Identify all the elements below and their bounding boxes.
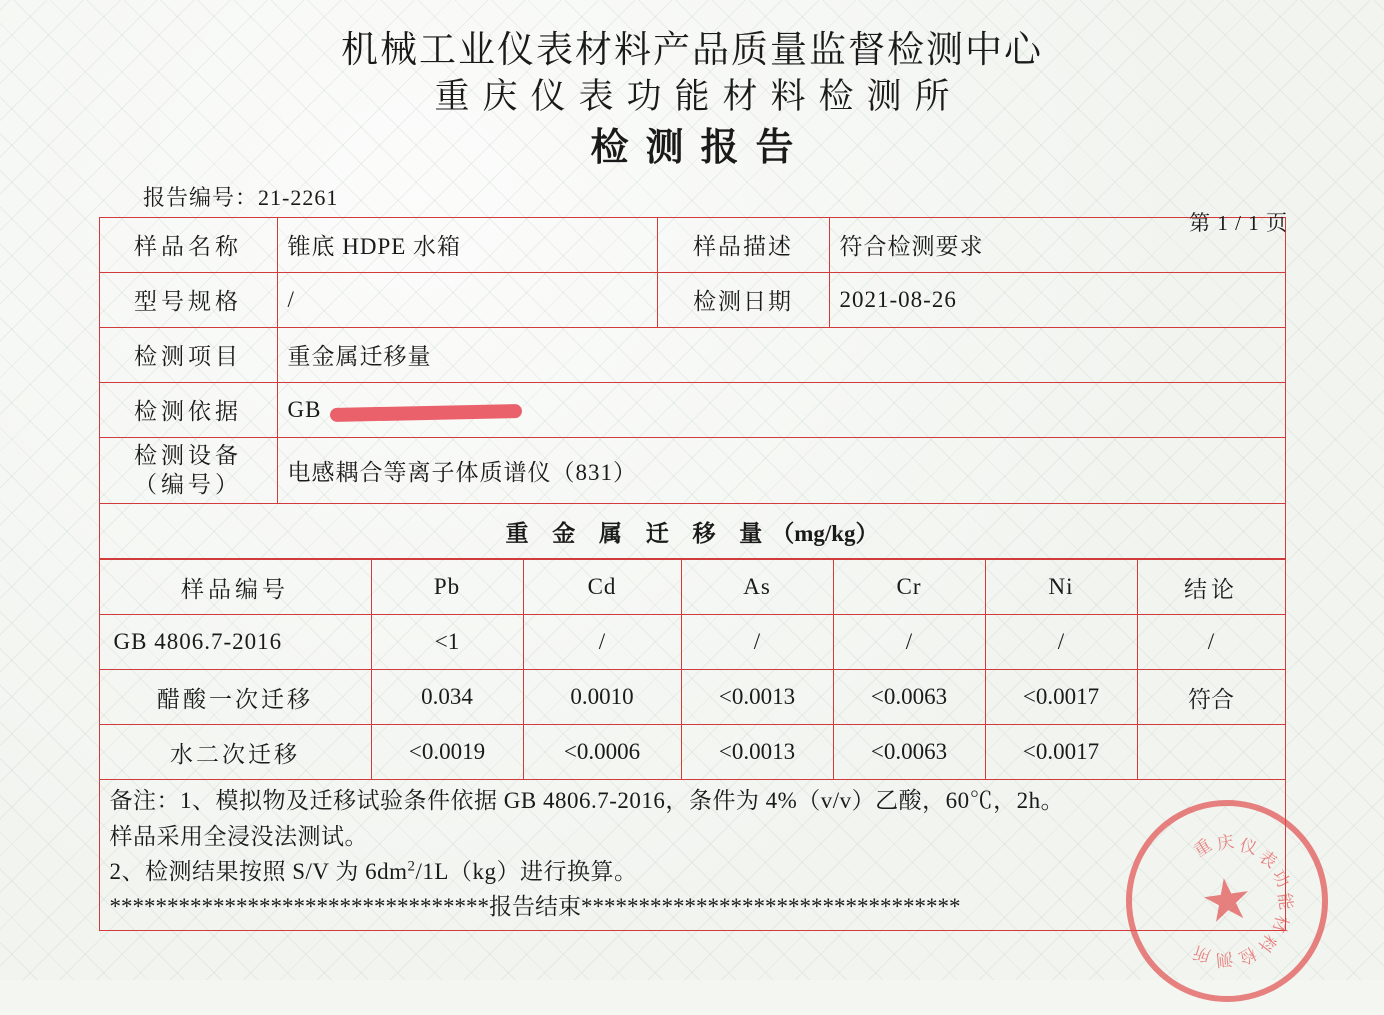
row-0-conclusion: / <box>1137 615 1285 670</box>
table-row-test-item <box>99 327 1285 382</box>
report-number-label: 报告编号： <box>143 184 259 210</box>
note-line-3-suffix: /1L（kg）进行换算。 <box>415 858 638 884</box>
row-0-pb: <1 <box>371 615 523 670</box>
sample-name-value: 锥底 HDPE 水箱 <box>277 217 657 272</box>
note-line-1: 备注：1、模拟物及迁移试验条件依据 GB 4806.7-2016，条件为 4%（v/v）乙酸，60℃，2h。 <box>109 788 1065 814</box>
row-2-name: 水二次迁移 <box>99 725 371 780</box>
column-header-ni: Ni <box>985 560 1137 615</box>
column-header-cr: Cr <box>833 560 985 615</box>
row-1-cr: <0.0063 <box>833 670 985 725</box>
table-row-results-title <box>99 504 1285 559</box>
end-stars-left: ********************************* <box>109 894 489 920</box>
redaction-bar-icon <box>329 404 521 422</box>
note-line-2: 样品采用全浸没法测试。 <box>109 823 368 849</box>
table-row-sample-name <box>99 217 1285 272</box>
end-stars-right: ********************************* <box>581 894 961 920</box>
row-2-as: <0.0013 <box>681 725 833 780</box>
column-header-cd: Cd <box>523 560 681 615</box>
row-2-cd: <0.0006 <box>523 725 681 780</box>
issuing-center-name: 机械工业仪表材料产品质量监督检测中心 <box>341 30 1043 71</box>
report-number <box>143 181 338 212</box>
table-row <box>99 725 1285 780</box>
page-number: 第 1 / 1 页 <box>1189 210 1288 235</box>
row-2-conclusion <box>1137 725 1285 780</box>
column-header-as: As <box>681 560 833 615</box>
model-value: / <box>277 272 657 327</box>
table-row <box>99 670 1285 725</box>
model-label: 型号规格 <box>99 272 277 327</box>
note-line-3-prefix: 2、检测结果按照 S/V 为 6dm <box>109 858 408 884</box>
column-header-pb: Pb <box>371 560 523 615</box>
results-section-title-main: 重 金 属 迁 移 量 <box>505 520 772 546</box>
equipment-value: 电感耦合等离子体质谱仪（831） <box>277 437 1285 504</box>
row-2-ni: <0.0017 <box>985 725 1137 780</box>
redacted-standard <box>288 397 322 423</box>
report-meta <box>0 177 1384 235</box>
notes-block <box>99 780 1285 930</box>
results-header-row <box>99 560 1285 615</box>
report-number-value: 21-2261 <box>258 184 339 210</box>
column-header-sample-id: 样品编号 <box>99 560 371 615</box>
row-2-pb: <0.0019 <box>371 725 523 780</box>
test-item-value: 重金属迁移量 <box>277 327 1285 382</box>
report-table <box>99 217 1286 560</box>
row-1-pb: 0.034 <box>371 670 523 725</box>
report-header <box>0 0 1384 177</box>
row-1-as: <0.0013 <box>681 670 833 725</box>
row-1-name: 醋酸一次迁移 <box>99 670 371 725</box>
column-header-conclusion: 结论 <box>1137 560 1285 615</box>
row-0-ni: / <box>985 615 1137 670</box>
row-0-cd: / <box>523 615 681 670</box>
test-basis-label: 检测依据 <box>99 382 277 437</box>
row-0-cr: / <box>833 615 985 670</box>
equipment-label <box>99 437 277 504</box>
table-row-equipment <box>99 437 1285 504</box>
page-title: 检测报告 <box>590 126 811 169</box>
results-section-title-unit: （mg/kg） <box>771 520 879 546</box>
test-basis-text: GB <box>287 396 322 422</box>
note-line-3-exponent: 2 <box>407 858 416 875</box>
row-0-name: GB 4806.7-2016 <box>99 615 371 670</box>
end-text: 报告结束 <box>489 894 581 920</box>
sample-desc-value: 符合检测要求 <box>829 217 1285 272</box>
sample-name-label: 样品名称 <box>99 217 277 272</box>
stamp-ring-text: 重 庆 仪 表 功 能 材 料 检 测 所 <box>1190 832 1296 970</box>
row-2-cr: <0.0063 <box>833 725 985 780</box>
note-line-3 <box>110 855 1275 888</box>
test-date-label: 检测日期 <box>657 272 829 327</box>
row-1-cd: 0.0010 <box>523 670 681 725</box>
table-row-model <box>99 272 1285 327</box>
results-section-title <box>99 504 1285 559</box>
notes-row <box>99 780 1285 930</box>
row-0-as: / <box>681 615 833 670</box>
results-table <box>99 559 1286 930</box>
test-basis-value <box>277 382 1285 437</box>
equipment-label-line2: （编号） <box>134 471 242 497</box>
sample-desc-label: 样品描述 <box>657 217 829 272</box>
test-date-value: 2021-08-26 <box>829 272 1285 327</box>
issuing-institute-name: 重庆仪表功能材料检测所 <box>434 76 963 116</box>
table-row <box>99 615 1285 670</box>
report-end-line <box>110 890 1275 923</box>
equipment-label-line1: 检测设备 <box>134 442 242 468</box>
row-1-ni: <0.0017 <box>985 670 1137 725</box>
table-row-test-basis <box>99 382 1285 437</box>
row-1-conclusion: 符合 <box>1137 670 1285 725</box>
test-item-label: 检测项目 <box>99 327 277 382</box>
stamp-star-icon: ★ <box>1196 864 1258 937</box>
